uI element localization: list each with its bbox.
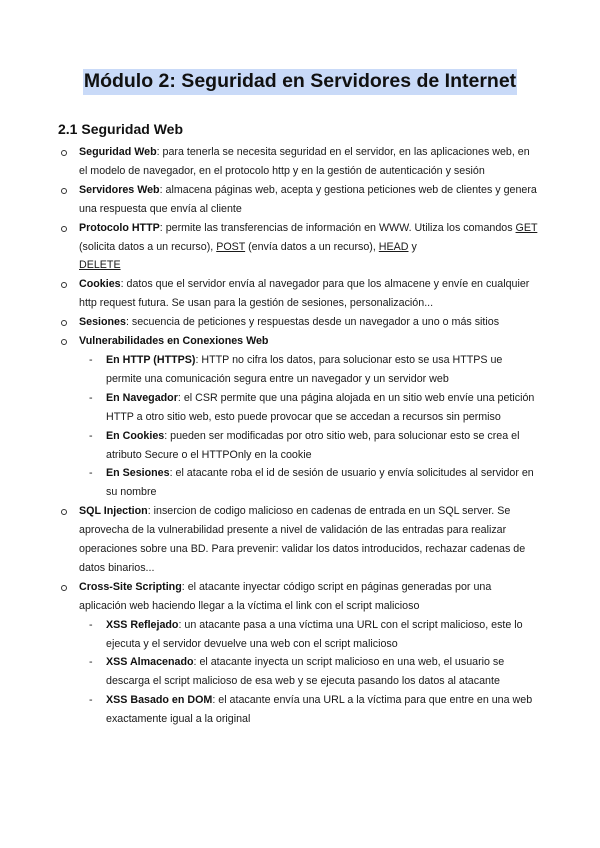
subitem-term: En Sesiones bbox=[106, 467, 170, 480]
list-item bbox=[60, 332, 538, 502]
subitem-text: : HTTP no cifra los datos, para solucionar esto se usa HTTPS ue permite una comunicación segura entre un navegador y un servidor web bbox=[106, 353, 503, 385]
item-text: (envía datos a un recurso), bbox=[245, 240, 379, 253]
subitem-text: : pueden ser modificadas por otro sitio web, para solucionar esto se crea el atributo Secure o el HTTPOnly en la cookie bbox=[106, 429, 520, 461]
xss-sublist bbox=[79, 616, 538, 729]
item-term: Seguridad Web bbox=[79, 146, 157, 158]
list-item bbox=[60, 143, 538, 181]
topic-list bbox=[60, 143, 538, 729]
subitem-text: : el CSR permite que una página alojada en un sitio web envíe una petición HTTP a otro sitio web, esto puede provocar que se accedan a recursos sin permiso bbox=[106, 391, 535, 423]
list-item bbox=[60, 275, 538, 313]
list-item bbox=[60, 219, 538, 276]
list-item bbox=[60, 502, 538, 578]
subitem-text: : el atacante inyecta un script malicioso en una web, el usuario se descarga el script malicioso de esa web y se ejecuta pasando los datos al atacante bbox=[106, 656, 505, 688]
item-term: Cross-Site Scripting bbox=[79, 580, 182, 593]
item-term: SQL Injection bbox=[79, 505, 148, 518]
list-item bbox=[60, 181, 538, 219]
page-title bbox=[0, 70, 600, 93]
item-text: : almacena páginas web, acepta y gestiona peticiones web de clientes y genera una respuesta que envía al cliente bbox=[79, 183, 537, 215]
item-text: : secuencia de peticiones y respuestas desde un navegador a uno o más sitios bbox=[125, 316, 500, 329]
item-term: Servidores Web bbox=[79, 183, 160, 196]
sublist-item bbox=[79, 464, 538, 502]
item-term: Cookies bbox=[79, 278, 121, 291]
subitem-term: En HTTP (HTTPS) bbox=[106, 353, 196, 366]
list-item bbox=[60, 578, 538, 729]
vulnerabilities-sublist bbox=[79, 351, 538, 502]
item-text: (solicita datos a un recurso), bbox=[79, 240, 217, 253]
item-text: : insercion de codigo malicioso en cadenas de entrada en un SQL server. Se aprovecha de la vulnerabilidad presente a nivel de validación de las entradas para realizar operaciones sobre una BD. Para prevenir: validar los datos introducidos, rechazar cadenas de datos binarios... bbox=[79, 505, 526, 574]
subitem-term: En Cookies bbox=[106, 429, 165, 442]
sublist-item bbox=[79, 427, 538, 465]
title-text: Módulo 2: Seguridad en Servidores de Internet bbox=[83, 69, 517, 95]
subitem-text: : el atacante envía una URL a la víctima para que entre en una web exactamente igual a la original bbox=[106, 694, 533, 726]
sublist-item bbox=[79, 389, 538, 427]
item-term: Protocolo HTTP bbox=[79, 221, 160, 234]
subitem-term: XSS Basado en DOM bbox=[106, 694, 213, 707]
sublist-item bbox=[79, 351, 538, 389]
item-text: : el atacante inyectar código script en páginas generadas por una aplicación web haciendo llegar a la víctima el link con el script malicioso bbox=[79, 580, 492, 612]
subitem-text: : un atacante pasa a una víctima una URL con el script malicioso, este lo ejecuta y el servidor devuelve una web con el script malicioso bbox=[106, 618, 523, 650]
item-term: Vulnerabilidades en Conexiones Web bbox=[79, 335, 269, 348]
subitem-term: XSS Almacenado bbox=[106, 656, 194, 669]
subitem-term: XSS Reflejado bbox=[106, 618, 179, 631]
item-text: : para tenerla se necesita seguridad en el servidor, en las aplicaciones web, en el modelo de navegador, en el protocolo http y en la gestión de autenticación y sesión bbox=[79, 146, 530, 177]
item-term: Sesiones bbox=[79, 316, 126, 329]
head-command: HEAD bbox=[378, 240, 409, 253]
post-command: POST bbox=[216, 240, 246, 253]
get-command: GET bbox=[515, 221, 538, 234]
sublist-item bbox=[79, 653, 538, 691]
list-item bbox=[60, 313, 538, 332]
delete-command: DELETE bbox=[79, 259, 121, 272]
item-text: : datos que el servidor envía al navegador para que los almacene y envíe en cualquier http request futura. Se usan para la gestión de sesiones, personalización... bbox=[79, 278, 530, 310]
subitem-text: : el atacante roba el id de sesión de usuario y envía solicitudes al servidor en su nombre bbox=[106, 467, 534, 499]
section-heading: 2.1 Seguridad Web bbox=[58, 121, 183, 137]
item-text: : permite las transferencias de información en WWW. Utiliza los comandos bbox=[159, 221, 516, 234]
sublist-item bbox=[79, 691, 538, 729]
subitem-term: En Navegador bbox=[106, 391, 178, 404]
sublist-item bbox=[79, 616, 538, 654]
item-text: y bbox=[408, 240, 417, 253]
